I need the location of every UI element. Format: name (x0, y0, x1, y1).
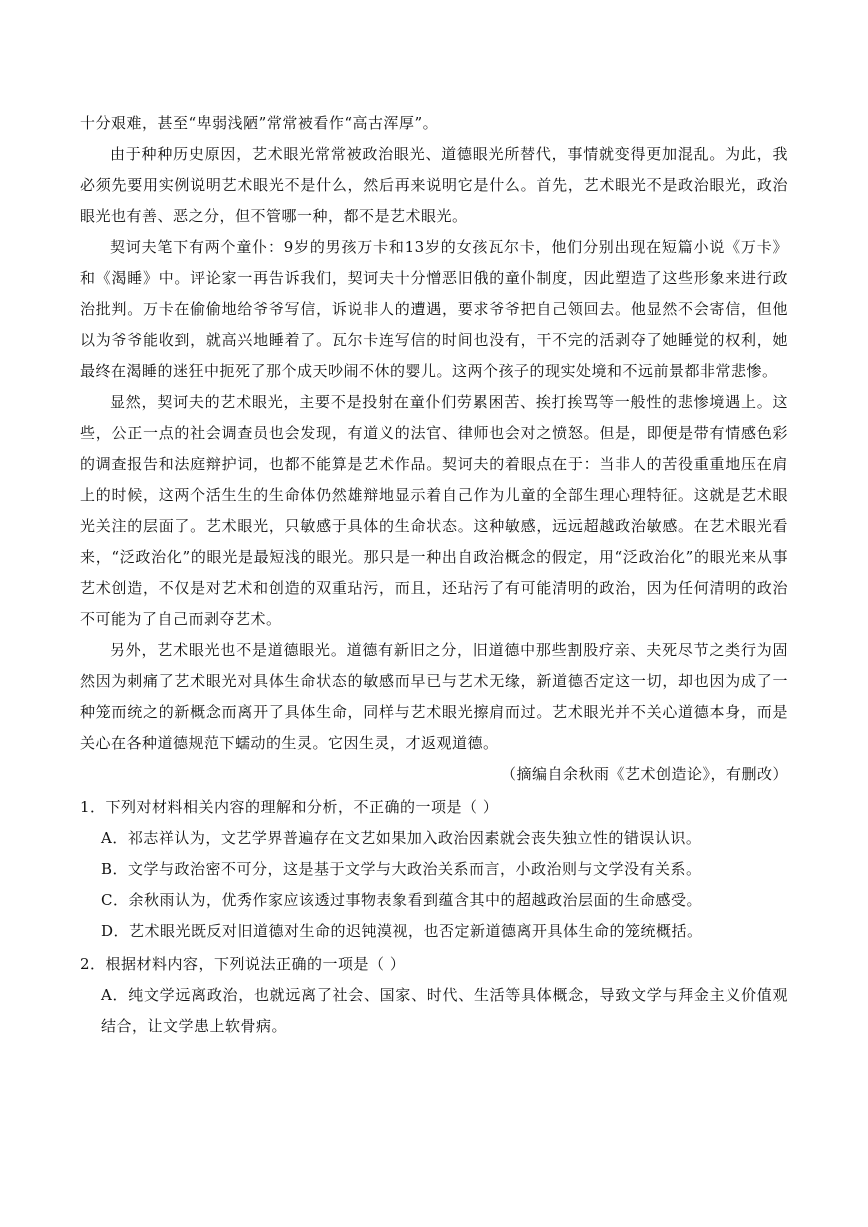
document-page (80, 108, 788, 1042)
question-1-option-d: D．艺术眼光既反对旧道德对生命的迟钝漠视，也否定新道德离开具体生命的笼统概括。 (101, 922, 703, 940)
article-paragraph-4: 另外，艺术眼光也不是道德眼光。道德有新旧之分，旧道德中那些割股疗亲、夫死尽节之类行为固然因为刺痛了艺术眼光对具体生命状态的敏感而早已与艺术无缘，新道德否定这一切，却也因为成了一种笼而统之的新概念而离开了具体生命，同样与艺术眼光擦肩而过。艺术眼光并不关心道德本身，而是关心在各种道德规范下蠕动的生灵。它因生灵，才返观道德。 (80, 641, 788, 752)
question-1-option-b: B．文学与政治密不可分，这是基于文学与大政治关系而言，小政治则与文学没有关系。 (101, 860, 702, 878)
article-paragraph-3: 显然，契诃夫的艺术眼光，主要不是投射在童仆们劳累困苦、挨打挨骂等一般性的悲惨境遇上。这些，公正一点的社会调查员也会发现，有道义的法官、律师也会对之愤怒。但是，即便是带有情感色彩的调查报告和法庭辩护词，也都不能算是艺术作品。契诃夫的着眼点在于：当非人的苦役重重地压在肩上的时候，这两个活生生的生命体仍然雄辩地显示着自己作为儿童的全部生理心理特征。这就是艺术眼光关注的层面了。艺术眼光，只敏感于具体的生命状态。这种敏感，远远超越政治敏感。在艺术眼光看来，“泛政治化”的眼光是最短浅的眼光。那只是一种出自政治概念的假定，用“泛政治化”的眼光来从事艺术创造，不仅是对艺术和创造的双重玷污，而且，还玷污了有可能清明的政治，因为任何清明的政治不可能为了自己而剥夺艺术。 (80, 393, 788, 628)
question-2-stem: 2．根据材料内容，下列说法正确的一项是（ ） (80, 955, 406, 973)
question-1-option-c: C．余秋雨认为，优秀作家应该透过事物表象看到蕴含其中的超越政治层面的生命感受。 (101, 891, 702, 909)
article-paragraph-2: 契诃夫笔下有两个童仆：9岁的男孩万卡和13岁的女孩瓦尔卡，他们分别出现在短篇小说《万卡》和《渴睡》中。评论家一再告诉我们，契诃夫十分憎恶旧俄的童仆制度，因此塑造了这些形象来进行政治批判。万卡在偷偷地给爷爷写信，诉说非人的遭遇，要求爷爷把自己领回去。他显然不会寄信，但他以为爷爷能收到，就高兴地睡着了。瓦尔卡连写信的时间也没有，干不完的活剥夺了她睡觉的权利，她最终在渴睡的迷狂中扼死了那个成天吵闹不休的婴儿。这两个孩子的现实处境和不远前景都非常悲惨。 (80, 238, 788, 380)
question-1-option-a: A．祁志祥认为，文艺学界普遍存在文艺如果加入政治因素就会丧失独立性的错误认识。 (101, 829, 702, 847)
article-paragraph-1: 由于种种历史原因，艺术眼光常常被政治眼光、道德眼光所替代，事情就变得更加混乱。为此，我必须先要用实例说明艺术眼光不是什么，然后再来说明它是什么。首先，艺术眼光不是政治眼光，政治眼光也有善、恶之分，但不管哪一种，都不是艺术眼光。 (80, 145, 788, 225)
question-1-stem: 1．下列对材料相关内容的理解和分析，不正确的一项是（ ） (80, 798, 499, 816)
question-2-option-a: A．纯文学远离政治，也就远离了社会、国家、时代、生活等具体概念，导致文学与拜金主义价值观结合，让文学患上软骨病。 (101, 986, 788, 1035)
article-paragraph-0: 十分艰难，甚至“卑弱浅陋”常常被看作“高古浑厚”。 (80, 114, 439, 132)
article-source: （摘编自余秋雨《艺术创造论》，有删改） (500, 765, 788, 783)
